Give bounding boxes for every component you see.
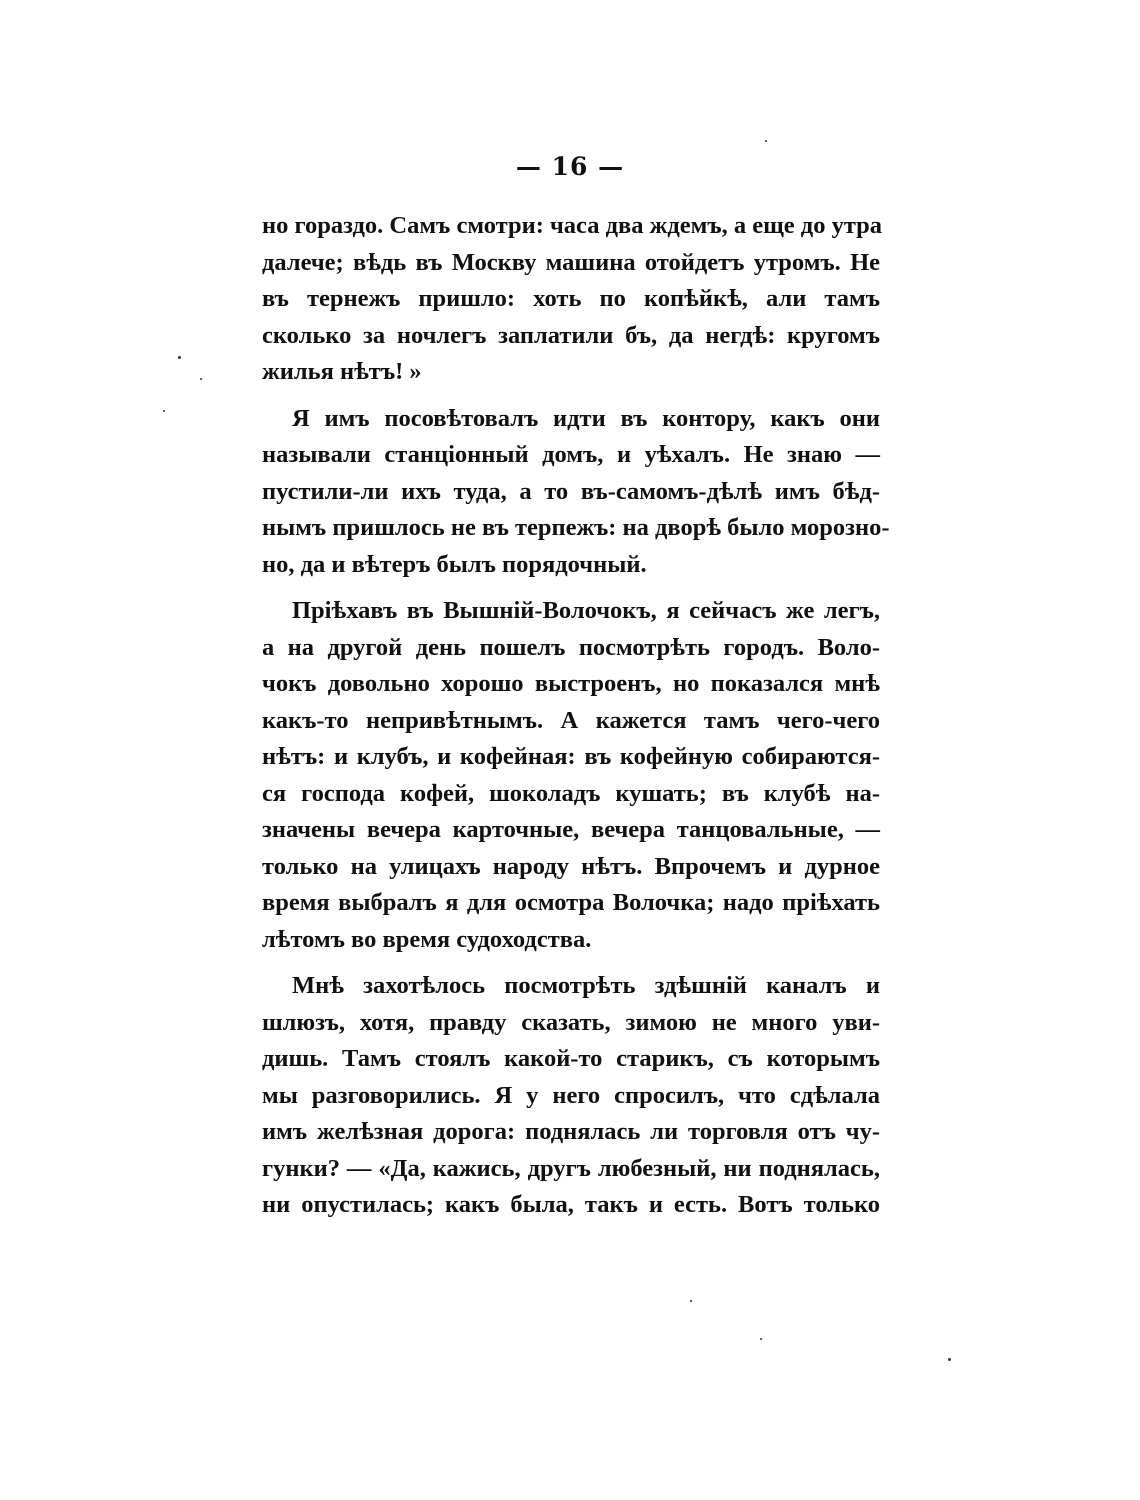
speck xyxy=(760,1338,762,1340)
text-line: Я имъ посовѣтовалъ идти въ контору, какъ они xyxy=(292,404,880,432)
text-line: только на улицахъ народу нѣтъ. Впрочемъ и дурное xyxy=(262,852,880,880)
body-text xyxy=(262,208,890,1224)
text-line: пустили-ли ихъ туда, а то въ-самомъ-дѣлѣ имъ бѣд- xyxy=(262,477,880,505)
speck xyxy=(163,410,165,412)
text-line: нѣтъ: и клубъ, и кофейная: въ кофейную собираются- xyxy=(262,743,880,770)
text-line: гунки? — «Да, кажись, другъ любезный, ни поднялась, xyxy=(262,1154,880,1182)
text-line: шлюзъ, хотя, правду сказать, зимою не много уви- xyxy=(262,1008,880,1036)
text-line: жилья нѣтъ! » xyxy=(262,358,422,385)
text-line: лѣтомъ во время судоходства. xyxy=(262,925,592,953)
text-line: мы разговорились. Я у него спросилъ, что сдѣлала xyxy=(262,1081,880,1109)
text-line: далече; вѣдь въ Москву машина отойдетъ утромъ. Не xyxy=(262,248,880,276)
speck xyxy=(200,378,202,380)
text-line: Мнѣ захотѣлось посмотрѣть здѣшнiй каналъ и xyxy=(292,972,880,999)
text-line: сколько за ночлегъ заплатили бъ, да негдѣ: кругомъ xyxy=(262,321,880,349)
text-line: какъ-то непривѣтнымъ. А кажется тамъ чего-чего xyxy=(262,706,880,734)
text-line: Прiѣхавъ въ Вышнiй-Волочокъ, я сейчасъ же легъ, xyxy=(292,597,880,624)
text-line: ся господа кофей, шоколадъ кушать; въ клубѣ на- xyxy=(262,779,880,807)
text-line: ни опустилась; какъ была, такъ и есть. Вотъ только xyxy=(262,1191,880,1218)
text-line: время выбралъ я для осмотра Волочка; надо прiѣхать xyxy=(262,889,880,916)
speck xyxy=(765,140,767,142)
page-number: — 16 — xyxy=(515,152,625,181)
text-line: значены вечера карточные, вечера танцовальные, — xyxy=(262,816,880,843)
speck xyxy=(690,1300,692,1302)
text-line: но, да и вѣтеръ былъ порядочный. xyxy=(262,550,647,578)
text-line: нымъ пришлось не въ терпежъ: на дворѣ было морозно- xyxy=(262,514,890,541)
text-line: но гораздо. Самъ смотри: часа два ждемъ, а еще до утра xyxy=(262,212,883,239)
text-line: имъ желѣзная дорога: поднялась ли торговля отъ чу- xyxy=(262,1118,880,1145)
text-line: чокъ довольно хорошо выстроенъ, но показался мнѣ xyxy=(262,670,880,697)
text-line: называли станцiонный домъ, и уѣхалъ. Не знаю — xyxy=(262,441,880,468)
speck xyxy=(948,1358,951,1361)
text-line: дишь. Тамъ стоялъ какой-то старикъ, съ которымъ xyxy=(262,1045,880,1072)
speck xyxy=(178,356,181,359)
text-line: въ тернежъ пришло: хоть по копѣйкѣ, али тамъ xyxy=(262,285,880,312)
text-line: а на другой день пошелъ посмотрѣть городъ. Воло- xyxy=(262,633,880,661)
